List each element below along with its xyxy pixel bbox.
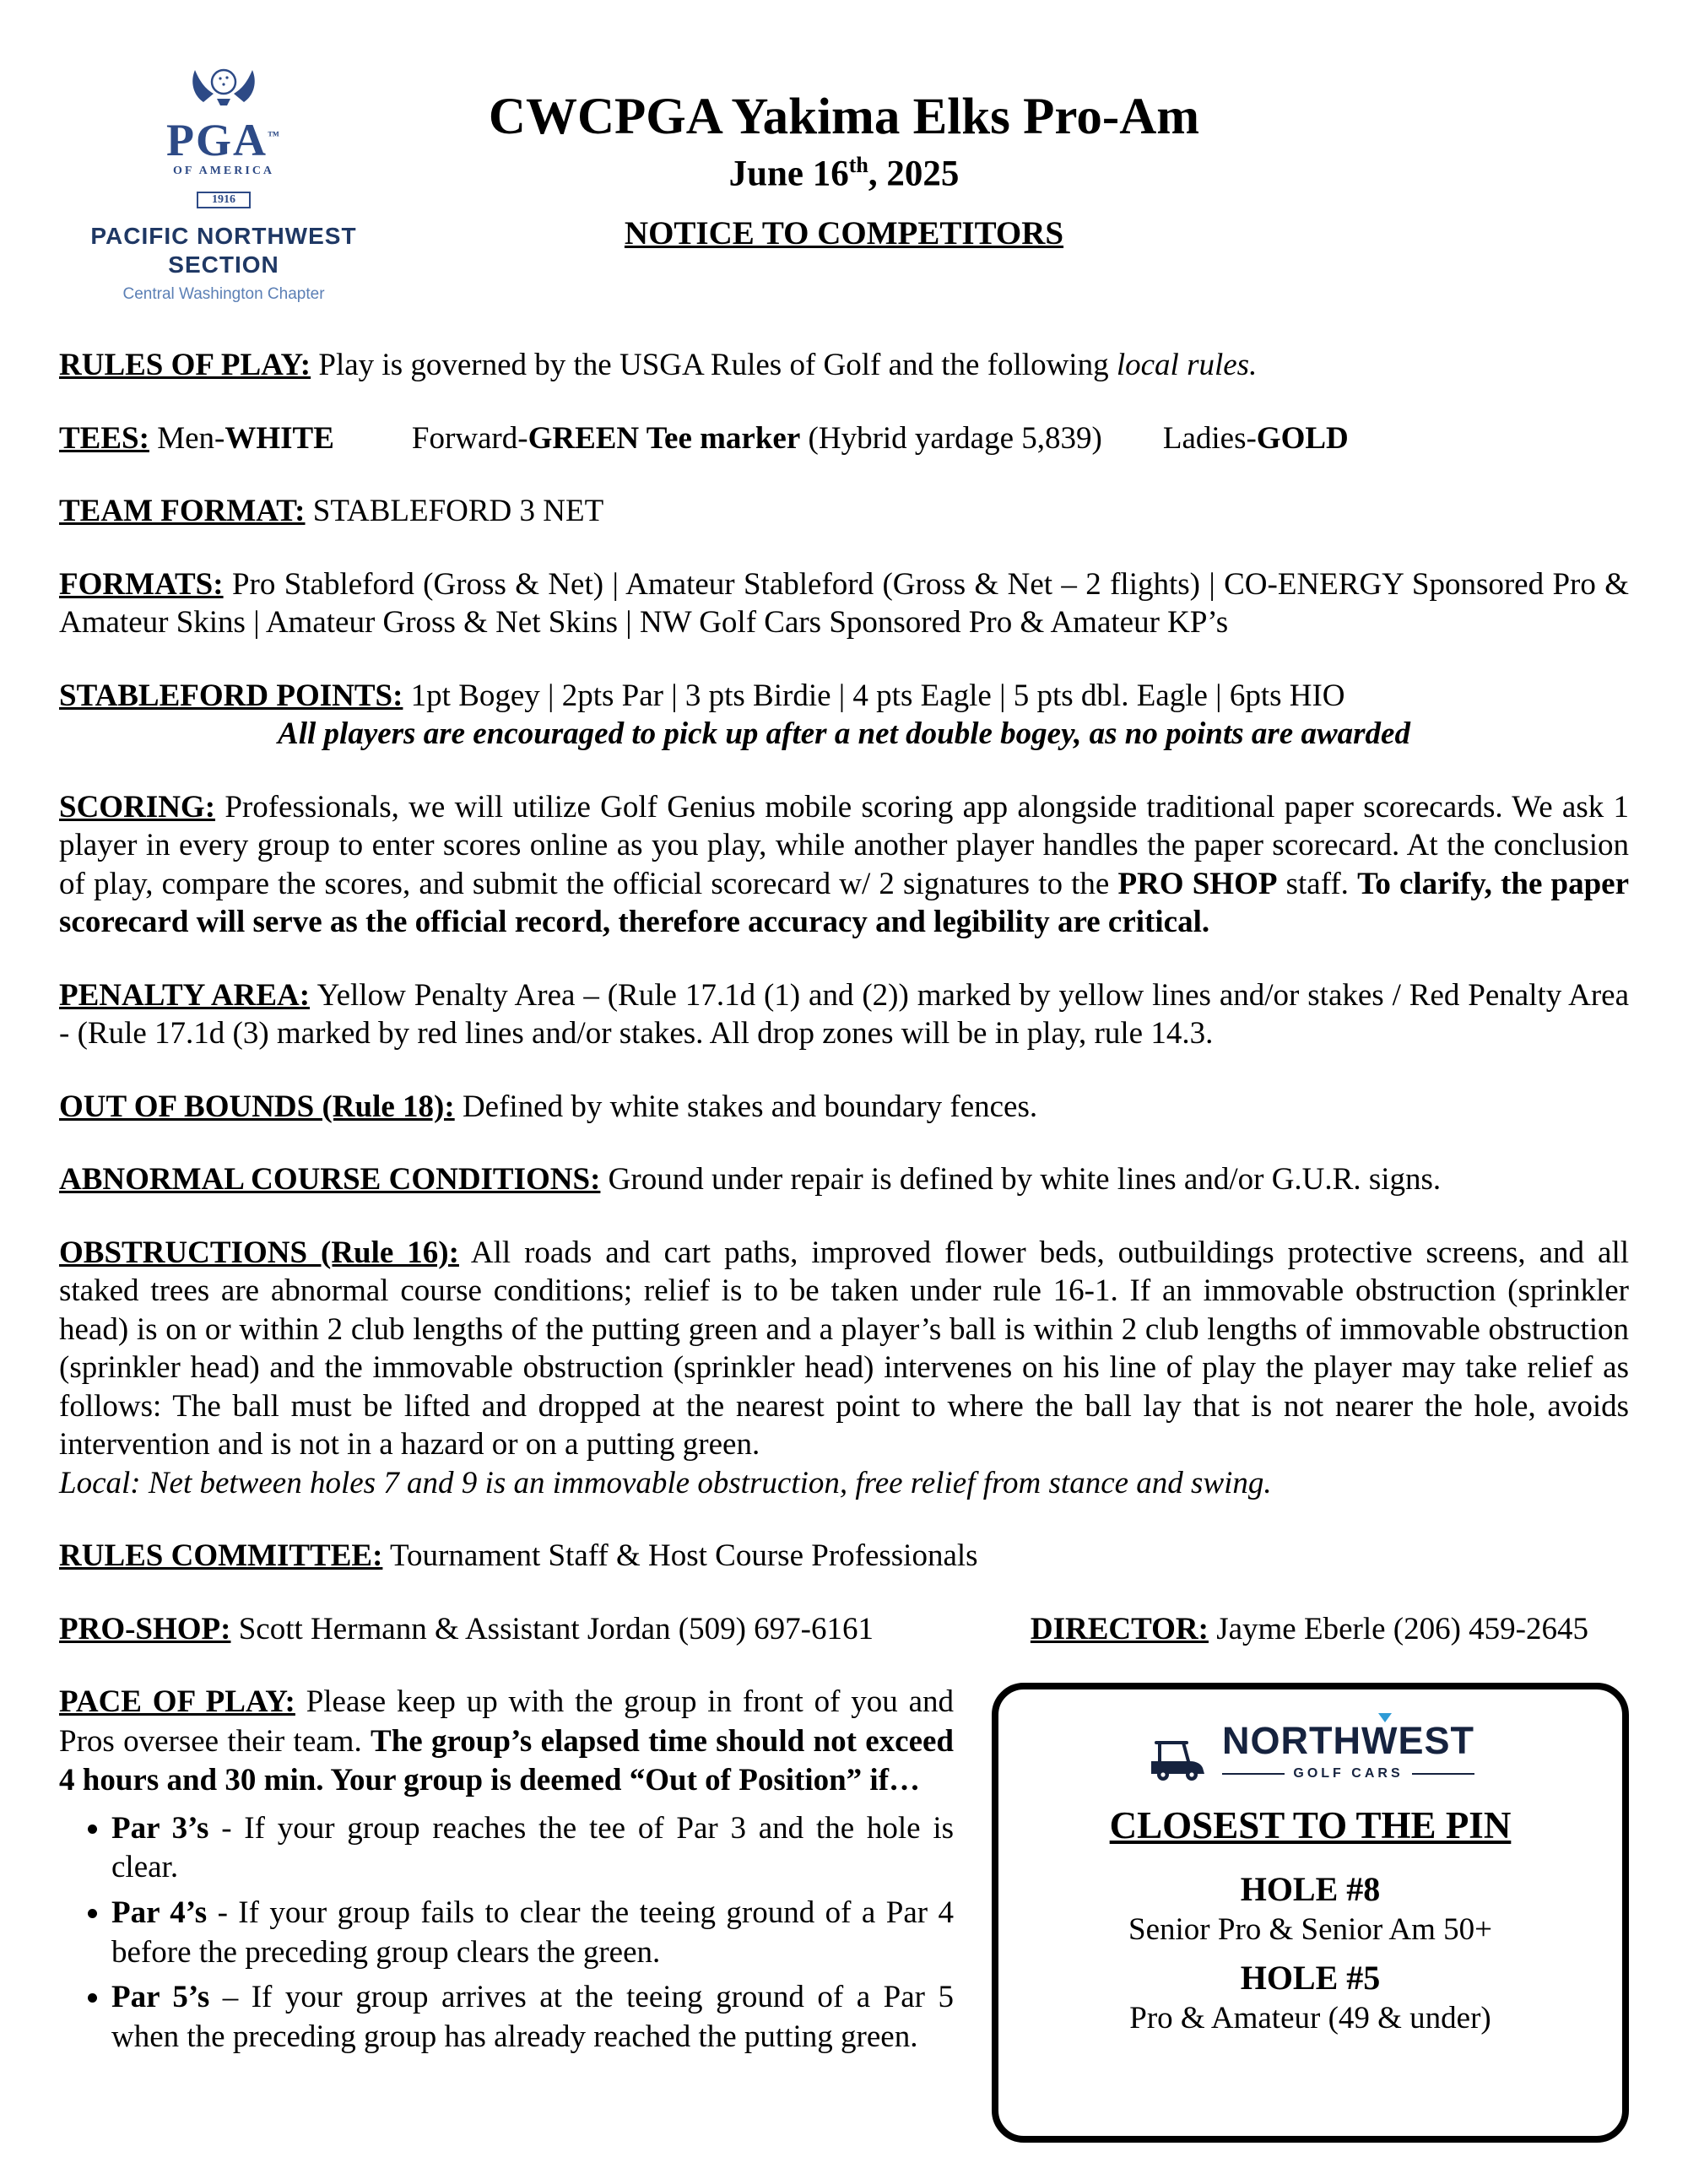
pro-shop-contact: PRO-SHOP: Scott Hermann & Assistant Jordan (509) 697-6161 — [59, 1611, 874, 1646]
section-rules-of-play: RULES OF PLAY: Play is governed by the USGA Rules of Golf and the following local rules. — [59, 348, 1258, 382]
trademark-symbol: ™ — [268, 130, 281, 143]
pace-bullet-par3: • Par 3’s - If your group reaches the tee of Par 3 and the hole is clear. — [111, 1809, 954, 1888]
closest-to-pin-title: CLOSEST TO THE PIN — [1109, 1804, 1512, 1846]
obstructions-local-note: Local: Net between holes 7 and 9 is an immovable obstruction, free relief from stance and swing. — [59, 1465, 1272, 1500]
scoring-label: SCORING: — [59, 789, 216, 824]
pga-of-america-label: OF AMERICA — [172, 165, 275, 177]
golf-cart-icon — [1146, 1738, 1209, 1781]
section-tees: TEES: Men-WHITE Forward-GREEN Tee marker (Hybrid yardage 5,839) Ladies-GOLD — [59, 420, 1349, 456]
document-header — [59, 46, 1629, 304]
stableford-points-label: STABLEFORD POINTS: — [59, 678, 403, 713]
golf-cars-label: GOLF CARS — [1293, 1766, 1404, 1781]
section-out-of-bounds: OUT OF BOUNDS (Rule 18): Defined by white stakes and boundary fences. — [59, 1089, 1038, 1124]
logo-rule-left — [1222, 1773, 1285, 1775]
pace-bullet-par4: • Par 4’s - If your group fails to clear the teeing ground of a Par 4 before the preceding group clears the green. — [111, 1894, 954, 1972]
obstructions-label: OBSTRUCTIONS (Rule 16): — [59, 1235, 459, 1270]
section-penalty-area: PENALTY AREA: Yellow Penalty Area – (Rule 17.1d (1) and (2)) marked by yellow lines and/or stakes / Red Penalty Area - (Rule 17.1d (3) marked by red lines and/or stakes. All drop zones will be in play, rule 14.3. — [59, 977, 1629, 1051]
section-abnormal-conditions: ABNORMAL COURSE CONDITIONS: Ground under repair is defined by white lines and/or G.U.R. signs. — [59, 1162, 1442, 1197]
section-scoring: SCORING: Professionals, we will utilize Golf Genius mobile scoring app alongside traditional paper scorecards. We ask 1 player in every group to enter scores online as you play, while another player handles the paper scorecard. At the conclusion of play, compare the scores, and submit the official scorecard w/ 2 signatures to the PRO SHOP staff. To clarify, the paper scorecard will serve as the official record, therefore accuracy and legibility are critical. — [59, 789, 1630, 939]
bottom-section — [59, 1683, 1629, 2143]
event-date: June 16th, 2025 — [728, 153, 960, 194]
logo-rule-right — [1412, 1773, 1474, 1775]
section-contacts — [59, 1610, 1629, 1649]
closest-to-pin-box — [992, 1683, 1629, 2143]
northwest-golf-cars-logo — [1020, 1719, 1600, 1781]
section-pace-of-play: PACE OF PLAY: Please keep up with the group in front of you and Pros oversee their team. The group’s elapsed time should not exceed 4 hours and 30 min. Your group is deemed “Out of Position” if… • Par 3’s - If your group reaches the tee of Par 3 and the hole is clear. • Par 4’s - If your group fails to clear the teeing ground of a Par 4 before the preceding group clears the green. • Par 5’s – If your group arrives at the teeing ground of a Par 5 when the preceding group has already reached the putting green. — [59, 1683, 954, 2062]
pga-year-banner: 1916 — [197, 192, 251, 208]
section-rules-committee: RULES COMMITTEE: Tournament Staff & Host Course Professionals — [59, 1538, 978, 1573]
pace-bullet-par5: • Par 5’s – If your group arrives at the teeing ground of a Par 5 when the preceding group has already reached the putting green. — [111, 1978, 954, 2057]
director-contact: DIRECTOR: Jayme Eberle (206) 459-2645 — [1030, 1611, 1588, 1646]
rules-committee-label: RULES COMMITTEE: — [59, 1538, 383, 1573]
section-stableford-points: STABLEFORD POINTS: 1pt Bogey | 2pts Par | 3 pts Birdie | 4 pts Eagle | 5 pts dbl. Eagle | 6pts HIO All players are encouraged to pick up after a net double bogey, as no points are awarded — [59, 677, 1629, 754]
pga-section-logo — [89, 63, 359, 302]
section-formats: FORMATS: Pro Stableford (Gross & Net) | Amateur Stableford (Gross & Net – 2 flights) | CO-ENERGY Sponsored Pro & Amateur Skins | Amateur Gross & Net Skins | NW Golf Cars Sponsored Pro & Amateur KP’s — [59, 566, 1629, 640]
ctp-hole-5-desc: Pro & Amateur (49 & under) — [1129, 2001, 1491, 2035]
rules-of-play-label: RULES OF PLAY: — [59, 348, 311, 382]
section-line2: SECTION — [168, 251, 279, 278]
brand-accent-mark — [1378, 1713, 1392, 1722]
ctp-hole-8: HOLE #8 — [1240, 1870, 1381, 1908]
pga-logo-wordmark: PGA™ — [166, 115, 281, 165]
golf-ball-emblem-icon — [185, 63, 262, 116]
northwest-brand-wordmark: NORTHWEST — [1222, 1722, 1474, 1760]
ctp-hole-8-desc: Senior Pro & Senior Am 50+ — [1128, 1912, 1492, 1947]
stableford-pickup-note: All players are encouraged to pick up after a net double bogey, as no points are awarded — [278, 716, 1410, 751]
pace-of-play-label: PACE OF PLAY: — [59, 1684, 295, 1719]
abnormal-conditions-label: ABNORMAL COURSE CONDITIONS: — [59, 1162, 601, 1197]
event-title: CWCPGA Yakima Elks Pro-Am — [488, 89, 1200, 145]
notice-heading: NOTICE TO COMPETITORS — [624, 215, 1064, 252]
chapter-name: Central Washington Chapter — [122, 285, 325, 304]
ctp-hole-5: HOLE #5 — [1240, 1959, 1381, 1997]
pace-of-play-bullets — [59, 1809, 954, 2057]
section-name — [89, 222, 359, 278]
section-team-format: TEAM FORMAT: STABLEFORD 3 NET — [59, 494, 604, 528]
tees-label: TEES: — [59, 420, 149, 456]
formats-label: FORMATS: — [59, 566, 224, 602]
section-line1: PACIFIC NORTHWEST — [90, 223, 357, 249]
section-obstructions: OBSTRUCTIONS (Rule 16): All roads and cart paths, improved flower beds, outbuildings protective screens, and all staked trees are abnormal course conditions; relief is to be taken under rule 16-1. If an immovable obstruction (sprinkler head) is on or within 2 club lengths of the putting green and a player’s ball is within 2 club lengths of immovable obstruction (sprinkler head) and the immovable obstruction (sprinkler head) intervenes on his line of play the player may take relief as follows: The ball must be lifted and dropped at the nearest point to where the ball lay that is not nearer the hole, avoids intervention and is not in a hazard or on a putting green. Local: Net between holes 7 and 9 is an immovable obstruction, free relief from stance and swing. — [59, 1234, 1629, 1503]
out-of-bounds-label: OUT OF BOUNDS (Rule 18): — [59, 1089, 455, 1124]
team-format-label: TEAM FORMAT: — [59, 494, 306, 528]
penalty-area-label: PENALTY AREA: — [59, 977, 311, 1013]
